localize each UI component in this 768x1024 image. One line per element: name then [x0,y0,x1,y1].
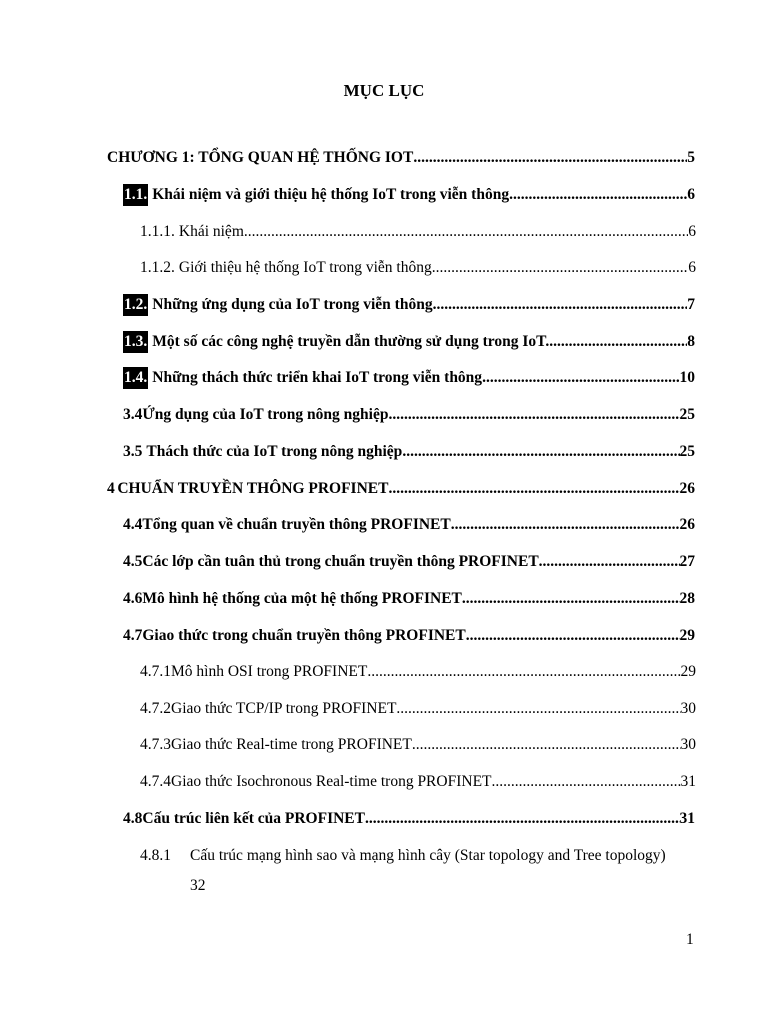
toc-leader [462,588,680,610]
toc-entry[interactable] [140,771,696,793]
toc-entry-page: 6 [688,223,696,240]
toc-entry-page: 32 [190,877,206,894]
toc-entry[interactable] [123,441,695,463]
toc-leader [396,698,680,720]
toc-entry-number: 4.7.3 [140,736,171,753]
toc-entry-page: 25 [679,443,695,460]
toc-entry-page: 29 [680,663,696,680]
toc-entry[interactable] [123,404,695,426]
toc-entry-text: Những ứng dụng của IoT trong viễn thông [152,296,433,313]
toc-leader [492,771,681,793]
toc-entry-page: 6 [688,259,696,276]
toc-entry[interactable] [140,661,696,683]
toc-entry-text: Cấu trúc liên kết của PROFINET [142,810,365,827]
toc-entry-text: Các lớp cần tuân thủ trong chuẩn truyền thông PROFINET [142,553,539,570]
toc-entry-text: Khái niệm và giới thiệu hệ thống IoT trong viễn thông [152,186,510,203]
toc-entry-text: CHƯƠNG 1: TỔNG QUAN HỆ THỐNG IOT [107,149,414,166]
toc-entry-number: 4.4 [123,516,143,533]
toc-entry-number: 3.4 [123,406,143,423]
toc-entry-number: 1.1.1. [140,223,175,240]
toc-entry[interactable] [123,551,695,573]
toc-entry[interactable] [140,734,696,756]
toc-entry-number: 4.5 [123,553,143,570]
toc-leader [412,734,681,756]
toc-entry-number: 3.5 [123,443,143,460]
toc-entry-text: Tổng quan về chuẩn truyền thông PROFINET [142,516,451,533]
toc-entry-number: 4.8.1 [140,847,171,864]
toc-leader [549,331,687,353]
toc-entry-text: Một số các công nghệ truyền dẫn thường sử dụng trong IoT. [152,333,550,350]
toc-entry-text: Giao thức trong chuẩn truyền thông PROFINET [142,627,466,644]
toc-entry[interactable] [123,294,695,316]
toc-entry-page: 5 [687,149,695,166]
toc-entry-page: 26 [679,516,695,533]
toc-entry-page: 28 [679,590,695,607]
toc-leader [402,441,679,463]
toc-entry-page: 10 [679,369,695,386]
toc-leader [433,294,688,316]
toc-entry[interactable] [107,147,695,169]
toc-entry-number: 4.7.2 [140,700,171,717]
toc-entry-number: 1.1.2. [140,259,175,276]
toc-leader [388,404,679,426]
toc-leader [482,367,679,389]
toc-entry[interactable] [140,698,696,720]
toc-entry[interactable] [123,625,695,647]
toc-entry-page: 31 [680,773,696,790]
toc-entry-number: 4.7.4 [140,773,171,790]
toc-entry-number: 1.1. [123,184,148,206]
toc-entry-page: 29 [679,627,695,644]
page-title: MỤC LỤC [343,81,425,100]
toc-leader [466,625,680,647]
toc-entry-number: 1.2. [123,294,148,316]
toc-entry-page: 6 [687,186,695,203]
toc-entry[interactable] [123,184,695,206]
toc-leader [244,221,688,243]
toc-entry[interactable] [123,808,695,830]
toc-entry-text: Giao thức TCP/IP trong PROFINET [171,700,397,717]
toc-entry-number: 4 [107,480,115,497]
toc-entry-text: Thách thức của IoT trong nông nghiệp [146,443,403,460]
toc-entry-page: 27 [679,553,695,570]
toc-entry-text: Giao thức Isochronous Real-time trong PROFINET [171,773,492,790]
toc-leader [432,257,689,279]
toc-leader [365,808,680,830]
toc-entry[interactable] [107,478,695,500]
toc-entry-number: 1.4. [123,367,148,389]
toc-entry-text: Giao thức Real-time trong PROFINET [171,736,412,753]
toc-leader [388,478,679,500]
toc-entry-text: Mô hình hệ thống của một hệ thống PROFINET [142,590,462,607]
toc-entry[interactable] [140,845,698,897]
toc-entry-text: Giới thiệu hệ thống IoT trong viễn thông [178,259,432,276]
toc-leader [451,514,680,536]
toc-entry-text: Mô hình OSI trong PROFINET [171,663,368,680]
toc-entry[interactable] [123,367,695,389]
toc-entry-page: 7 [687,296,695,313]
toc-leader [539,551,680,573]
toc-entry-text: Khái niệm [178,223,244,240]
toc-entry[interactable] [140,257,696,279]
toc-entry-text: Cấu trúc mạng hình sao và mạng hình cây (Star topology and Tree topology) [190,847,666,864]
toc-leader [509,184,687,206]
toc-entry-number: 4.8 [123,810,143,827]
toc-entry[interactable] [123,331,695,353]
toc-leader [367,661,680,683]
toc-entry[interactable] [123,514,695,536]
toc-entry-text: Những thách thức triển khai IoT trong viễn thông [152,369,483,386]
toc-entry-page: 30 [680,736,696,753]
toc-entry-page: 31 [679,810,695,827]
toc-entry-page: 25 [679,406,695,423]
toc-entry[interactable] [140,221,696,243]
toc-entry-number: 1.3. [123,331,148,353]
toc-entry-number: 4.7.1 [140,663,171,680]
toc-entry-text: Ứng dụng của IoT trong nông nghiệp [142,406,389,423]
toc-entry-page: 8 [687,333,695,350]
toc-entry-text: CHUẨN TRUYỀN THÔNG PROFINET [117,480,389,497]
toc-entry-number: 4.6 [123,590,143,607]
toc-entry-number: 4.7 [123,627,143,644]
toc-entry-page: 26 [679,480,695,497]
page-number: 1 [686,931,694,948]
toc-leader [413,147,687,169]
toc-entry-page: 30 [680,700,696,717]
toc-entry[interactable] [123,588,695,610]
